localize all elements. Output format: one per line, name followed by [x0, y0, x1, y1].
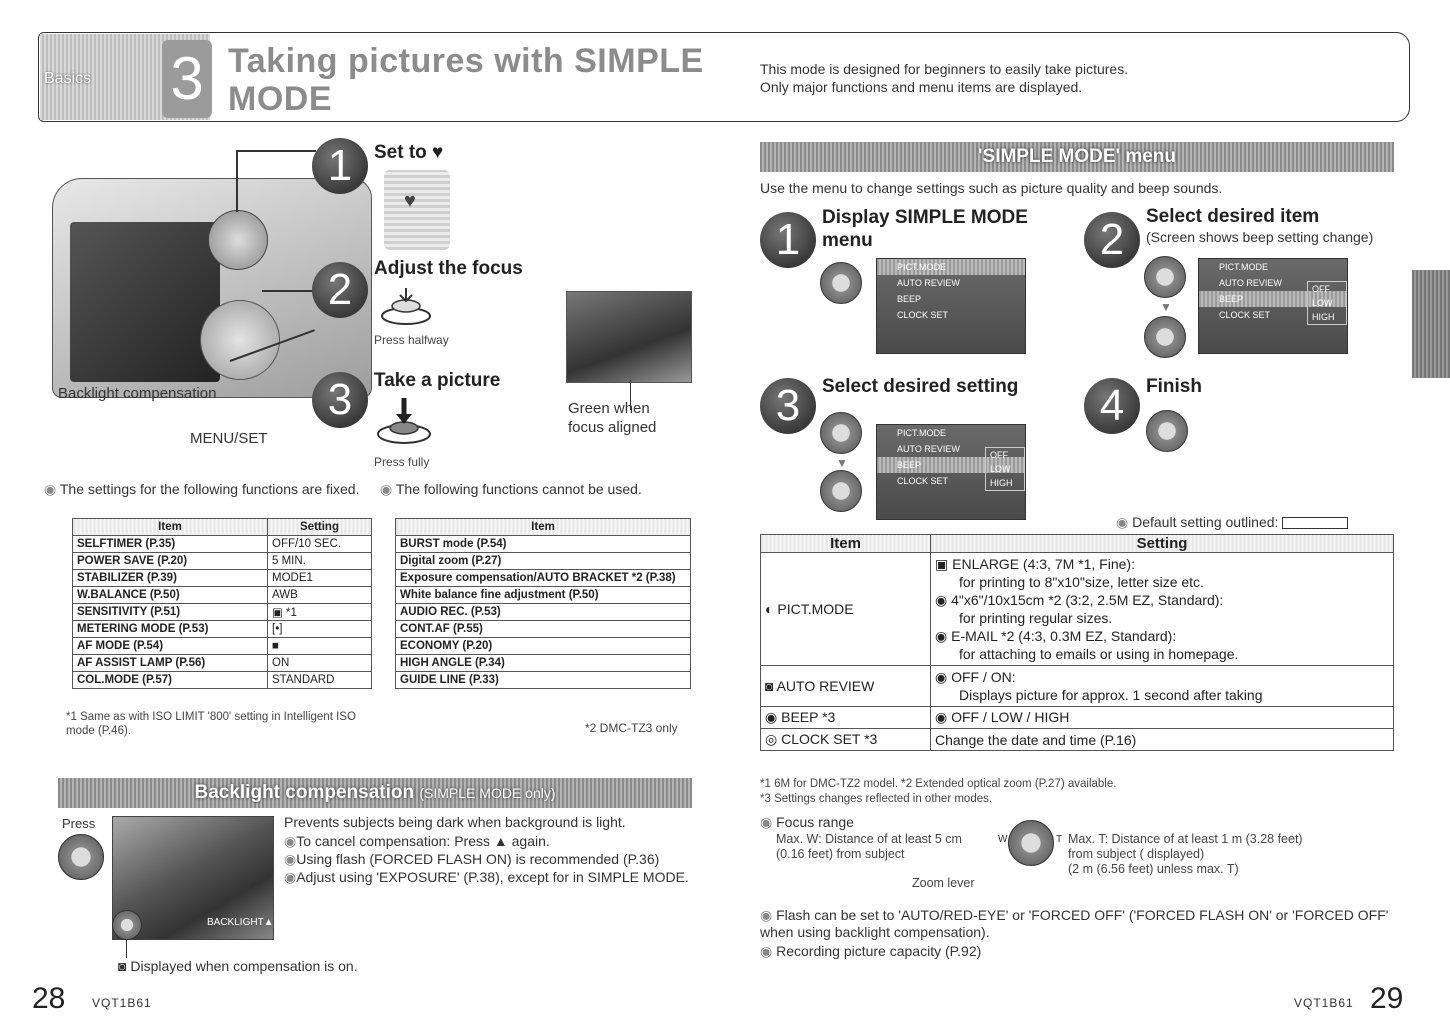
lcd-item: CLOCK SET: [897, 476, 949, 486]
table-row: [73, 655, 372, 672]
leader-line: [262, 290, 316, 292]
clock-icon: ◎: [765, 731, 778, 747]
table-row: [396, 604, 691, 621]
lcd-item: AUTO REVIEW: [897, 444, 960, 454]
arrow-down-icon: ▼: [1160, 300, 1172, 314]
menu-step-2-circle: 2: [1084, 212, 1140, 268]
cursor-pad-icon: [1144, 256, 1186, 298]
flash-note: [760, 907, 1390, 941]
table-row: [396, 672, 691, 689]
focus-t-text: [1068, 832, 1303, 877]
focus-range-title: [760, 814, 854, 831]
lcd-screen-step-3: [876, 424, 1026, 520]
camera-screen: [70, 222, 220, 382]
table-cell-item: CONT.AF (P.55): [396, 621, 691, 638]
table-cell-item: Exposure compensation/AUTO BRACKET *2 (P.38): [396, 570, 691, 587]
lcd-item: BEEP: [897, 294, 922, 304]
flash-note-text: Flash can be set to 'AUTO/RED-EYE' or 'FORCED OFF' ('FORCED FLASH ON' or 'FORCED OFF' when using backlight compensation).: [760, 907, 1389, 940]
zoom-t-label: T: [1056, 834, 1063, 845]
table-row: [73, 638, 372, 655]
bullet-icon: ◉: [284, 833, 297, 849]
displayed-text: Displayed when compensation is on.: [130, 958, 358, 974]
table-cell-item: HIGH ANGLE (P.34): [396, 655, 691, 672]
table-cell-item: Digital zoom (P.27): [396, 553, 691, 570]
table-cell-item: AF MODE (P.54): [73, 638, 268, 655]
setting-line: [935, 555, 1389, 573]
backlight-label: Backlight compensation: [58, 385, 217, 402]
lcd-item: BEEP: [1199, 291, 1347, 307]
cannot-use-note: [380, 481, 700, 498]
table-row: [73, 672, 372, 689]
heart-icon: ♥: [404, 190, 416, 212]
bullet-icon: ◉: [284, 851, 297, 867]
page-number-right: 29: [1370, 982, 1404, 1015]
table-row: [73, 621, 372, 638]
item-name: AUTO REVIEW: [776, 678, 875, 694]
setting-text: OFF / LOW / HIGH: [951, 709, 1070, 725]
menu-step-4-title: Finish: [1146, 376, 1202, 397]
bullet-icon: ◉: [760, 814, 773, 830]
setting-line: [935, 591, 1389, 609]
bullet-icon: ◉: [760, 943, 773, 959]
table-row: [396, 621, 691, 638]
focus-w-line: Max. W: Distance of at least 5 cm: [776, 832, 962, 846]
table-cell-item: ECONOMY (P.20): [396, 638, 691, 655]
backlight-bullet: [284, 868, 694, 886]
step-2-title: Adjust the focus: [374, 258, 523, 279]
press-label: Press: [62, 816, 96, 831]
table-row: [761, 666, 1394, 707]
fixed-settings-note: [44, 481, 380, 498]
column-header: Item: [761, 535, 931, 553]
lcd-item: CLOCK SET: [1219, 310, 1271, 320]
table-row: [73, 570, 372, 587]
table-cell-item: White balance fine adjustment (P.50): [396, 587, 691, 604]
auto-review-icon: ◙: [765, 678, 774, 694]
focus-t-line: Max. T: Distance of at least 1 m (3.28 feet): [1068, 832, 1303, 846]
focus-title-text: Focus range: [776, 814, 854, 830]
table-cell-setting: STANDARD: [268, 672, 372, 689]
table-row: [396, 655, 691, 672]
table-row: [73, 553, 372, 570]
table-cell-setting: ■: [268, 638, 372, 655]
footnote-1: *1 6M for DMC-TZ2 model. *2 Extended optical zoom (P.27) available.: [760, 778, 1117, 790]
zoom-lever-icon: [1008, 820, 1054, 866]
lcd-option: OFF: [1312, 284, 1330, 294]
table-cell-item: AUDIO REC. (P.53): [396, 604, 691, 621]
table-cell-setting: 5 MIN.: [268, 553, 372, 570]
bullet-text: To cancel compensation: Press ▲ again.: [296, 833, 550, 849]
lcd-item: PICT.MODE: [897, 428, 947, 438]
zoom-lever-label: Zoom lever: [912, 876, 975, 890]
table-cell-setting: ON: [268, 655, 372, 672]
cannot-note-text: The following functions cannot be used.: [395, 481, 642, 497]
focus-aligned-label: focus aligned: [568, 419, 657, 436]
bullet-icon: ◉: [1116, 514, 1129, 530]
lcd-option: HIGH: [1312, 312, 1335, 322]
camera-control-pad: [200, 300, 280, 380]
pict-mode-icon: ◐: [765, 601, 774, 617]
menu-step-2-sub: (Screen shows beep setting change): [1146, 229, 1374, 245]
table-cell-item: BURST mode (P.54): [396, 536, 691, 553]
table-cell-item: W.BALANCE (P.50): [73, 587, 268, 604]
table-cell-item: [761, 729, 931, 751]
table-cell-item: SELFTIMER (P.35): [73, 536, 268, 553]
table-cell-item: [761, 666, 931, 707]
up-button-icon: [58, 834, 104, 880]
table-cell-setting: AWB: [268, 587, 372, 604]
table-row: [73, 604, 372, 621]
lcd-item: PICT.MODE: [877, 259, 1025, 275]
setting-line: for printing to 8"x10"size, letter size etc.: [959, 574, 1204, 590]
backlight-banner-sub: (SIMPLE MODE only): [419, 785, 556, 801]
bullet-icon: ◉: [380, 481, 393, 497]
table-cell-setting: OFF/10 SEC.: [268, 536, 372, 553]
beep-icon: ◉: [765, 709, 778, 725]
focus-t-line: (2 m (6.56 feet) unless max. T): [1068, 862, 1239, 876]
page-title: Taking pictures with SIMPLE MODE: [228, 42, 704, 118]
off-icon: ◉: [935, 669, 948, 685]
menu-set-button-icon: [820, 262, 862, 304]
table-cell-setting: ▣ *1: [268, 604, 372, 621]
lcd-options: [1307, 281, 1347, 325]
table-cell-item: COL.MODE (P.57): [73, 672, 268, 689]
backlight-bullets: [284, 832, 694, 886]
setting-line: Displays picture for approx. 1 second after taking: [959, 687, 1263, 703]
setting-text: 4"x6"/10x15cm *2 (3:2, 2.5M EZ, Standard):: [951, 592, 1224, 608]
table-cell-setting: MODE1: [268, 570, 372, 587]
shutter-full-icon: [374, 398, 434, 448]
item-name: BEEP *3: [781, 709, 836, 725]
table-cell-item: AF ASSIST LAMP (P.56): [73, 655, 268, 672]
table-cell-item: STABILIZER (P.39): [73, 570, 268, 587]
menu-set-label: MENU/SET: [190, 430, 268, 447]
table-row: [761, 729, 1394, 751]
fixed-note-text: The settings for the following functions are fixed.: [59, 481, 360, 497]
header-description: [760, 60, 1320, 96]
table-row: [396, 587, 691, 604]
cursor-pad-icon: [1144, 316, 1186, 358]
column-header: Item: [396, 519, 691, 536]
lcd-options: [985, 447, 1025, 491]
setting-text: E-MAIL *2 (4:3, 0.3M EZ, Standard):: [951, 628, 1177, 644]
compensation-display-note: [118, 958, 358, 974]
menu-set-button-icon: [1146, 410, 1188, 452]
setting-line: [935, 627, 1389, 645]
cannot-footnote: *2 DMC-TZ3 only: [585, 721, 678, 735]
camera-mode-dial: [208, 210, 268, 270]
cannot-use-table: [395, 518, 691, 689]
backlight-banner-title: Backlight compensation: [194, 782, 415, 803]
section-label: Basics: [44, 70, 92, 87]
lcd-option: LOW: [1312, 298, 1333, 308]
table-cell-item: [761, 553, 931, 666]
press-fully-caption: Press fully: [374, 455, 430, 469]
lcd-item: CLOCK SET: [897, 310, 949, 320]
item-name: CLOCK SET *3: [781, 731, 878, 747]
capacity-note-text: Recording picture capacity (P.92): [776, 943, 982, 959]
table-cell-setting: [931, 666, 1394, 707]
step-1-circle: 1: [312, 138, 368, 194]
column-header: Setting: [268, 519, 372, 536]
green-when-label: Green when: [568, 400, 650, 417]
step-3-title: Take a picture: [374, 370, 501, 391]
lcd-item: AUTO REVIEW: [897, 278, 960, 288]
menu-step-2-title: Select desired item: [1146, 206, 1320, 227]
lcd-option: OFF: [990, 450, 1008, 460]
leader-line: [236, 150, 316, 152]
print-size-icon: ◉: [935, 592, 948, 608]
sample-photo: [566, 291, 692, 383]
table-row: [761, 707, 1394, 729]
simple-menu-table: [760, 534, 1394, 751]
table-cell-setting: [931, 707, 1394, 729]
leader-line: [126, 940, 127, 958]
description-line-1: This mode is designed for beginners to easily take pictures.: [760, 61, 1129, 77]
setting-text: ENLARGE (4:3, 7M *1, Fine):: [952, 556, 1135, 572]
table-cell-setting: [•]: [268, 621, 372, 638]
item-name: PICT.MODE: [777, 601, 854, 617]
zoom-w-label: W: [998, 834, 1008, 845]
backlight-banner: [58, 778, 692, 808]
press-halfway-caption: Press halfway: [374, 333, 449, 347]
description-line-2: Only major functions and menu items are displayed.: [760, 79, 1083, 95]
beep-off-icon: ◉: [935, 709, 948, 725]
step-2-circle: 2: [312, 262, 368, 318]
column-header: Setting: [931, 535, 1394, 553]
backlight-indicator: BACKLIGHT▲: [207, 917, 274, 928]
default-setting-note: [1116, 514, 1348, 531]
table-cell-item: POWER SAVE (P.20): [73, 553, 268, 570]
lcd-item: BEEP: [877, 457, 1025, 473]
menu-step-1-title: Display SIMPLE MODE menu: [822, 207, 1028, 251]
menu-step-3-circle: 3: [760, 378, 816, 434]
bullet-icon: ◉: [284, 869, 297, 885]
model-code-left: VQT1B61: [92, 996, 152, 1010]
side-tab: [1412, 270, 1450, 378]
capacity-note: [760, 943, 981, 960]
table-row: [396, 553, 691, 570]
lcd-item: AUTO REVIEW: [1219, 278, 1282, 288]
lcd-option: HIGH: [990, 478, 1013, 488]
backlight-bullet: [284, 832, 694, 850]
leader-line: [236, 150, 238, 212]
lcd-item: PICT.MODE: [1219, 262, 1269, 272]
table-row: [73, 536, 372, 553]
step-3-circle: 3: [312, 372, 368, 428]
table-row: [396, 570, 691, 587]
mode-dial-icon: [384, 170, 450, 250]
lcd-option: LOW: [990, 464, 1011, 474]
setting-text: OFF / ON:: [951, 669, 1016, 685]
default-note-text: Default setting outlined:: [1132, 514, 1279, 530]
lcd-screen-step-1: [876, 258, 1026, 354]
step-1-title: Set to ♥: [374, 142, 444, 163]
table-cell-item: METERING MODE (P.53): [73, 621, 268, 638]
menu-step-1-circle: 1: [760, 212, 816, 268]
table-cell-item: GUIDE LINE (P.33): [396, 672, 691, 689]
focus-w-line: (0.16 feet) from subject: [776, 847, 905, 861]
arrow-down-icon: ▼: [836, 456, 848, 470]
fixed-settings-table: [72, 518, 372, 689]
bullet-text: Adjust using 'EXPOSURE' (P.38), except for in SIMPLE MODE.: [296, 869, 689, 885]
table-cell-item: [761, 707, 931, 729]
table-row: [73, 587, 372, 604]
bullet-icon: ◉: [44, 481, 57, 497]
setting-line: for attaching to emails or using in homepage.: [959, 646, 1239, 662]
menu-step-3-title: Select desired setting: [822, 376, 1019, 397]
focus-w-text: [776, 832, 962, 862]
simple-mode-banner: 'SIMPLE MODE' menu: [760, 142, 1394, 172]
chapter-number: 3: [162, 40, 212, 118]
backlight-desc: Prevents subjects being dark when background is light.: [284, 814, 626, 830]
footnote-2: *3 Settings changes reflected in other modes.: [760, 793, 993, 805]
setting-line: [935, 668, 1389, 686]
backlight-small-icon: ◙: [118, 958, 127, 974]
model-code-right: VQT1B61: [1294, 996, 1354, 1010]
shutter-half-icon: [378, 286, 434, 326]
table-cell-item: SENSITIVITY (P.51): [73, 604, 268, 621]
email-icon: ◉: [935, 628, 948, 644]
enlarge-icon: ▣: [935, 556, 949, 572]
cursor-pad-icon: [820, 470, 862, 512]
focus-t-line: from subject ( displayed): [1068, 847, 1205, 861]
backlight-bullet: [284, 850, 694, 868]
outline-sample: [1282, 517, 1348, 529]
cursor-pad-icon: [820, 412, 862, 454]
setting-line: for printing regular sizes.: [959, 610, 1113, 626]
table-cell-setting: [931, 553, 1394, 666]
lcd-screen-step-2: [1198, 258, 1348, 354]
table-row: [396, 536, 691, 553]
table-row: [761, 553, 1394, 666]
menu-intro: Use the menu to change settings such as picture quality and beep sounds.: [760, 180, 1223, 196]
page-number-left: 28: [32, 982, 66, 1015]
menu-step-4-circle: 4: [1084, 378, 1140, 434]
column-header: Item: [73, 519, 268, 536]
table-row: [396, 638, 691, 655]
bullet-text: Using flash (FORCED FLASH ON) is recommended (P.36): [296, 851, 660, 867]
fixed-footnote: *1 Same as with ISO LIMIT '800' setting in Intelligent ISO mode (P.46).: [66, 711, 356, 737]
table-cell-setting: Change the date and time (P.16): [931, 729, 1394, 751]
bullet-icon: ◉: [760, 907, 773, 923]
backlight-icon: [112, 910, 142, 940]
